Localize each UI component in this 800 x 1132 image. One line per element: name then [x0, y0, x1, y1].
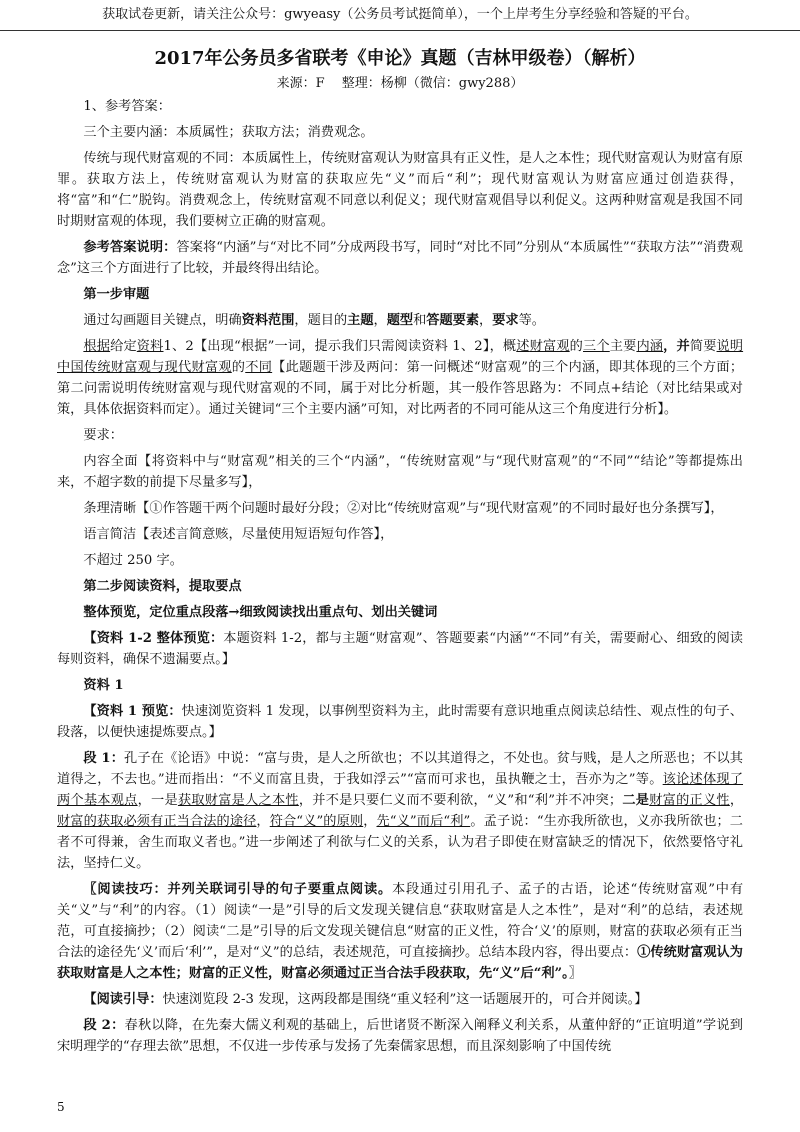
- text-run: 述: [516, 339, 530, 354]
- text-run: 1、2【出现“根据”一词，提示我们只需阅读资料 1、2】，概: [163, 339, 517, 354]
- text-run: 答题要素: [426, 313, 480, 328]
- text-run: 财富的正义性: [649, 793, 730, 808]
- page-title: 2017年公务员多省联考《申论》真题（吉林甲级卷）（解析）: [154, 48, 646, 69]
- answer-paragraph: 传统与现代财富观的不同：本质属性上，传统财富观认为财富具有正义性，是人之本性；现代财富观认为财富有原罪。获取方法上，传统财富观认为财富的获取应先“义”而后“利”；现代财富观认为财富应通过创造获得，将“富”和“仁”脱钩。消费观念上，传统财富观不同意以利促义；现代财富观倡导以利促义。这两种财富观是我国不同时期财富观的体现，我们要树立正确的财富观。: [57, 151, 743, 229]
- text-run: ，一是: [137, 793, 178, 808]
- text-run: 【资料 1-2 整体预览：: [83, 631, 224, 646]
- text-run: ①传统财富观认为获取财富是人之本性；财富的正义性，财富必须通过正当合法手段获取，先“义”后“利”。: [57, 945, 743, 981]
- document-body: [57, 96, 743, 1062]
- reading-method-heading: 整体预览，定位重点段落→细致阅读找出重点句、划出关键词: [83, 605, 438, 620]
- answer-explanation: [57, 237, 743, 279]
- text-run: 孔子在《论语》中说：“富与贵，是人之所欲也；不以其道得之，不处也。贫与贱，是人之所恶也；不以其道得之，不去也。”进而指出：“不义而富且贵，于我如浮云”“富而可求也，虽执鞭之士，吾亦为之”等。: [57, 751, 743, 787]
- text-run: ，: [363, 814, 377, 829]
- requirements-heading: 要求：: [83, 428, 123, 443]
- text-run: 〖阅读技巧：并列关联词引导的句子要重点阅读。: [83, 882, 393, 897]
- text-run: 根据: [83, 339, 111, 354]
- text-run: ，并: [663, 339, 690, 354]
- answer-heading: 1、参考答案：: [83, 99, 171, 114]
- text-run: 获取财富是人之本性: [177, 793, 299, 808]
- text-run: 段 2：: [83, 1018, 125, 1033]
- text-run: 不同: [245, 360, 273, 375]
- material-one-heading: 资料 1: [83, 678, 124, 693]
- text-run: 的: [231, 360, 246, 375]
- text-run: ，: [729, 793, 744, 808]
- text-run: 段 1：: [83, 751, 125, 766]
- text-run: ，并不是只要仁义而不要利欲，“义”和“利”并不冲突；: [298, 793, 623, 808]
- requirement-item: 不超过 250 字。: [83, 553, 183, 568]
- requirement-item: 条理清晰【①作答题干两个问题时最好分段；②对比“传统财富观”与“现代财富观”的不同时最好也分条撰写】，: [83, 501, 724, 516]
- text-run: 题型: [386, 313, 414, 328]
- materials-preview: [57, 628, 743, 670]
- requirement-item: 内容全面【将资料中与“财富观”相关的三个“内涵”，“传统财富观”与“现代财富观”的“不同”“结论”等都提炼出来，不超字数的前提下尽量多写】，: [57, 454, 743, 490]
- answer-line: 三个主要内涵：本质属性；获取方法；消费观念。: [83, 125, 374, 140]
- review-instructions: [57, 310, 743, 331]
- reading-guide: [57, 989, 743, 1010]
- text-run: 本题资料 1-2，都与主题“财富观”、答题要素“内涵”“不同”有关，需要耐心、细致的阅读每则资料，确保不遗漏要点。】: [57, 631, 743, 667]
- header-notice: 获取试卷更新，请关注公众号：gwyeasy（公务员考试挺简单），一个上岸考生分享经验和答疑的平台。: [0, 0, 800, 31]
- text-run: 该论述体现了两个基本观点: [57, 772, 744, 808]
- text-run: 【阅读引导：: [83, 992, 163, 1007]
- source-line: 来源：F 整理：杨柳（微信：gwy288）: [276, 76, 524, 91]
- text-run: 【此题题干涉及两问：第一问概述“财富观”的三个内涵，即其体现的三个方面；第二问需说明传统财富观与现代财富观的不同，属于对比分析题，其一般作答思路为：不同点+结论（对比结果或对策，具体依据资料而定）。通过关键词“三个主要内涵”可知，对比两者的不同可能从这三个角度进行分析】。: [57, 360, 744, 417]
- text-run: 快速浏览资料 1 发现，以事例型资料为主，此时需要有意识地重点阅读总结性、观点性的句子、段落，以便快速提炼要点。】: [57, 704, 743, 740]
- text-run: ，: [256, 814, 270, 829]
- text-run: ，题目的: [294, 313, 348, 328]
- text-run: 通过勾画题目关键点，明确: [83, 313, 242, 328]
- reading-tip: [57, 879, 743, 984]
- requirement-item: 语言简洁【表述言简意赅，尽量使用短语短句作答】，: [83, 527, 394, 542]
- text-run: 先“义”而后“利”: [376, 814, 471, 829]
- text-run: 。孟子说：“生亦我所欲也，义亦我所欲也；二者不可得兼，舍生而取义者也。”进一步阐述了利欲与仁义的关系，认为君子即使在财富缺乏的情况下，依然要恪守礼法，坚持仁义。: [57, 814, 743, 871]
- paragraph-two: [57, 1015, 743, 1057]
- step-one-heading: 第一步审题: [83, 287, 150, 302]
- text-run: 本段通过引用孔子、孟子的古语，论述“传统财富观”中有关“义”与“利”的内容。（1）阅读“一是”引导的后文发现关键信息“获取财富是人之本性”，是对“利”的总结，表述规范，可直接摘抄；（2）阅读“二是”引导的后文发现关键信息“财富的正义性，符合‘义’的原则，财富的获取必须有正当合法的途径先‘义’而后‘利’”，是对“义”的总结，表述规范，可直接摘抄。总结本段内容，得出要点：: [57, 882, 744, 960]
- text-run: 要求: [492, 313, 519, 328]
- text-run: 符合“义”的原则: [269, 814, 364, 829]
- text-run: 和: [413, 313, 427, 328]
- text-run: 资料: [136, 339, 164, 354]
- explanation-label: 参考答案说明：: [83, 240, 177, 255]
- text-run: ，: [373, 313, 387, 328]
- text-run: 财富观: [529, 339, 570, 354]
- material-one-preview: [57, 701, 743, 743]
- explanation-text: 答案将“内涵”与“对比不同”分成两段书写，同时“对比不同”分别从“本质属性”“获取方法”“消费观念”这三个方面进行了比较，并最终得出结论。: [57, 240, 743, 276]
- text-run: 主题: [347, 313, 374, 328]
- text-run: 〗: [568, 966, 582, 981]
- paragraph-one: [57, 748, 743, 874]
- text-run: 春秋以降，在先秦大儒义利观的基础上，后世诸贤不断深入阐释义利关系，从董仲舒的“正谊明道”学说到宋明理学的“存理去欲”思想，不仅进一步传承与发扬了先秦儒家思想，而且深刻影响了中国传统: [57, 1018, 743, 1054]
- text-run: 等。: [518, 313, 545, 328]
- text-run: 资料范围: [241, 313, 295, 328]
- question-analysis: [57, 336, 743, 420]
- text-run: 内涵: [636, 339, 664, 354]
- page-number: 5: [57, 1100, 65, 1114]
- text-run: 的: [569, 339, 584, 354]
- text-run: 二是: [622, 793, 650, 808]
- step-two-heading: 第二步阅读资料，提取要点: [83, 579, 242, 594]
- text-run: 主要: [609, 339, 637, 354]
- text-run: ，: [479, 313, 493, 328]
- text-run: 给定: [110, 339, 137, 354]
- text-run: 财富的获取必须有正当合法的途径: [57, 814, 257, 829]
- text-run: 三个: [583, 339, 610, 354]
- text-run: 简要: [689, 339, 717, 354]
- text-run: 说明中国传统财富观与现代财富观: [57, 339, 744, 375]
- text-run: 快速浏览段 2-3 发现，这两段都是围绕“重义轻利”这一话题展开的，可合并阅读。】: [162, 992, 648, 1007]
- text-run: 【资料 1 预览：: [83, 704, 182, 719]
